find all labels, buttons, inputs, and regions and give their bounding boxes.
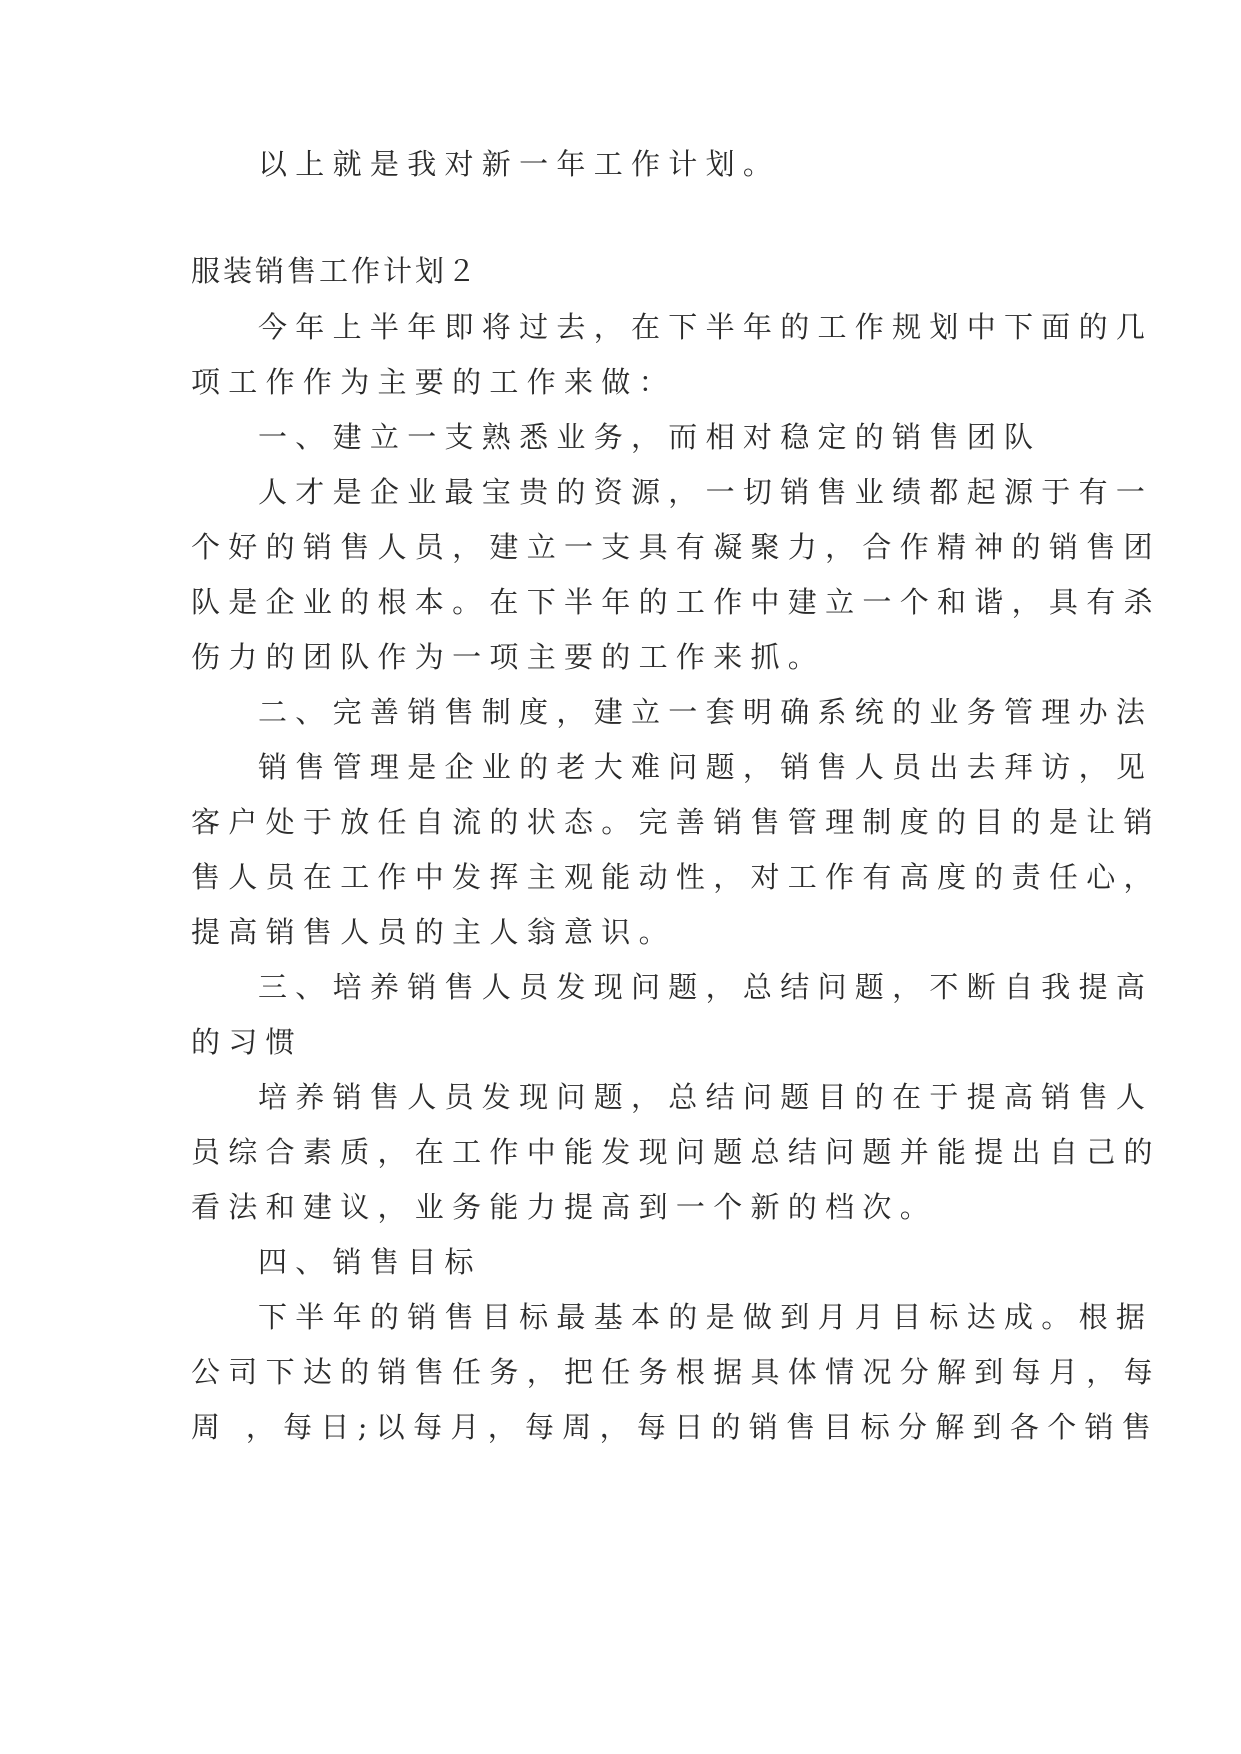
paragraph-line: 人才是企业最宝贵的资源，一切销售业绩都起源于有一 [258, 475, 1154, 509]
paragraph-line: 公司下达的销售任务，把任务根据具体情况分解到每月，每 [191, 1355, 1161, 1389]
paragraph-line: 队是企业的根本。在下半年的工作中建立一个和谐，具有杀 [191, 585, 1161, 619]
heading-line: 一、建立一支熟悉业务，而相对稳定的销售团队 [258, 420, 1042, 454]
paragraph-line: 伤力的团队作为一项主要的工作来抓。 [191, 640, 826, 674]
paragraph-line: 项工作作为主要的工作来做： [191, 365, 676, 399]
paragraph-line: 周 ，每日;以每月，每周，每日的销售目标分解到各个销售 [191, 1410, 1160, 1444]
paragraph-line: 今年上半年即将过去，在下半年的工作规划中下面的几 [258, 310, 1154, 344]
closing-line: 以上就是我对新一年工作计划。 [258, 147, 781, 181]
section-title: 服装销售工作计划２ [191, 254, 480, 288]
paragraph-line: 提高销售人员的主人翁意识。 [191, 915, 676, 949]
paragraph-line: 售人员在工作中发挥主观能动性，对工作有高度的责任心， [191, 860, 1161, 894]
paragraph-line: 客户处于放任自流的状态。完善销售管理制度的目的是让销 [191, 805, 1161, 839]
paragraph-line: 下半年的销售目标最基本的是做到月月目标达成。根据 [258, 1300, 1154, 1334]
paragraph-line: 看法和建议，业务能力提高到一个新的档次。 [191, 1190, 938, 1224]
heading-line: 四、销售目标 [258, 1245, 482, 1279]
paragraph-line: 个好的销售人员，建立一支具有凝聚力，合作精神的销售团 [191, 530, 1161, 564]
paragraph-line: 培养销售人员发现问题，总结问题目的在于提高销售人 [258, 1080, 1154, 1114]
heading-line: 二、完善销售制度，建立一套明确系统的业务管理办法 [258, 695, 1154, 729]
heading-line: 三、培养销售人员发现问题，总结问题，不断自我提高 [258, 970, 1154, 1004]
paragraph-line: 销售管理是企业的老大难问题，销售人员出去拜访，见 [258, 750, 1154, 784]
heading-line: 的习惯 [191, 1025, 303, 1059]
paragraph-line: 员综合素质，在工作中能发现问题总结问题并能提出自己的 [191, 1135, 1161, 1169]
